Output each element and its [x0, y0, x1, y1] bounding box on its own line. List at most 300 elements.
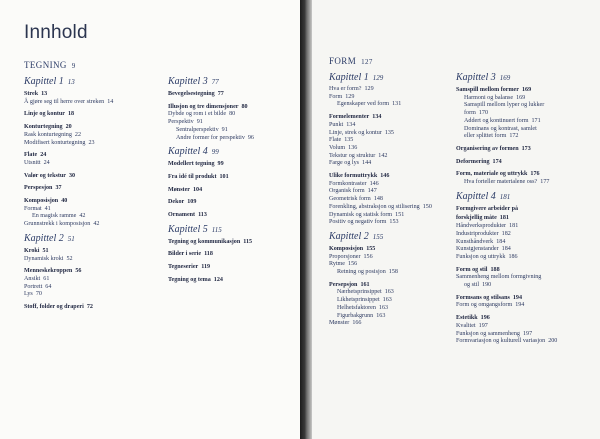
entry-text: Proporsjoner — [329, 253, 361, 260]
toc-entry — [168, 135, 300, 143]
entry-text: Rytme — [329, 261, 346, 268]
entry-page-number: 169 — [499, 74, 511, 82]
toc-heading-entry — [168, 264, 300, 272]
entry-page-number: 171 — [531, 117, 541, 124]
entry-page-number: 181 — [499, 192, 511, 201]
toc-entry — [329, 196, 469, 204]
toc-entry — [456, 302, 596, 310]
toc-entry — [456, 254, 596, 262]
entry-text: Organisk form — [329, 188, 365, 195]
toc-heading-entry — [24, 248, 164, 256]
toc-entry — [24, 99, 164, 107]
entry-text: Kapittel 1 — [24, 76, 64, 87]
entry-text: Linje, strek og kontur — [329, 129, 382, 136]
entry-text: Dybde og rom i et bilde — [168, 111, 227, 118]
entry-page-number: 153 — [389, 219, 399, 226]
entry-text: Nærhetsprinsippet — [337, 289, 382, 296]
entry-page-number: 109 — [187, 199, 197, 206]
toc-heading-entry — [24, 111, 164, 119]
entry-page-number: 99 — [211, 148, 219, 157]
entry-text: Flate — [24, 152, 38, 159]
entry-text: Geometrisk form — [329, 196, 371, 203]
entry-page-number: 41 — [44, 205, 51, 212]
toc-heading-entry — [168, 199, 300, 207]
toc-entry — [329, 289, 469, 297]
entry-page-number: 129 — [372, 74, 384, 82]
entry-page-number: 173 — [521, 145, 531, 152]
toc-heading-entry — [456, 315, 596, 323]
toc-entry — [24, 256, 164, 264]
entry-page-number: 113 — [198, 212, 207, 219]
entry-text: Funksjon og uttrykk — [456, 253, 506, 260]
entry-page-number: 24 — [43, 159, 50, 166]
entry-page-number: 72 — [86, 304, 93, 311]
toc-heading-entry — [168, 174, 300, 182]
toc-entry — [329, 145, 469, 153]
entry-text: Egenskaper ved form — [337, 101, 390, 108]
entry-page-number: 158 — [388, 269, 398, 276]
toc-heading-entry — [456, 215, 596, 223]
entry-page-number: 91 — [196, 119, 203, 126]
toc-entry — [329, 130, 469, 138]
entry-text: Kapittel 4 — [456, 190, 496, 202]
entry-text: Formelementer — [329, 114, 370, 121]
toc-entry — [329, 101, 469, 109]
toc-entry — [456, 179, 596, 187]
entry-page-number: 181 — [509, 223, 519, 230]
entry-page-number: 115 — [211, 225, 222, 234]
toc-heading-entry — [329, 246, 469, 254]
entry-text: Hva forteller materialene oss? — [464, 179, 538, 186]
entry-page-number: 155 — [372, 232, 384, 241]
entry-text: Deformering — [456, 158, 490, 165]
entry-page-number: 134 — [372, 114, 382, 121]
toc-entry — [329, 269, 469, 277]
entry-text: Dominans og kontrast, samlet — [464, 125, 537, 132]
entry-page-number: 80 — [229, 111, 236, 118]
entry-page-number: 24 — [40, 152, 47, 159]
chapter-heading — [168, 145, 300, 159]
toc-heading-entry — [168, 251, 300, 259]
toc-entry — [329, 188, 469, 196]
entry-text: Flate — [329, 137, 342, 144]
toc-entry — [456, 118, 596, 126]
entry-page-number: 52 — [66, 255, 73, 262]
entry-page-number: 142 — [378, 152, 388, 159]
toc-entry — [329, 122, 469, 130]
entry-page-number: 77 — [217, 91, 224, 97]
entry-text: Farge og lys — [329, 160, 360, 167]
entry-text: Komposisjon — [329, 245, 364, 252]
toc-heading-entry — [168, 91, 300, 99]
entry-page-number: 200 — [548, 338, 558, 345]
toc-heading-entry — [329, 173, 469, 181]
entry-page-number: 182 — [501, 230, 511, 237]
toc-entry — [456, 133, 596, 141]
chapter-heading — [168, 75, 300, 89]
toc-heading-entry — [168, 104, 300, 112]
entry-text: Tekstur og struktur — [329, 152, 376, 159]
toc-entry — [456, 331, 596, 339]
entry-page-number: 184 — [496, 238, 506, 245]
entry-text: Samspill mellom lyper og lukker — [464, 102, 545, 109]
entry-text: Estetikk — [456, 315, 478, 322]
entry-text: Konturtegning — [24, 124, 63, 131]
entry-text: Punkt — [329, 121, 344, 128]
entry-text: Å gjøre seg til herre over streken — [24, 98, 105, 105]
entry-text: og stil — [464, 282, 480, 289]
entry-page-number: 146 — [380, 173, 390, 180]
entry-text: Industriprodukter — [456, 230, 499, 237]
entry-page-number: 197 — [522, 330, 533, 337]
entry-page-number: 18 — [67, 111, 75, 118]
toc-heading-entry — [24, 268, 164, 276]
section-page: 9 — [71, 62, 76, 70]
entry-text: En magisk ramme — [32, 213, 77, 220]
entry-text: eller splittet form — [464, 133, 507, 140]
toc-entry — [456, 102, 596, 110]
entry-text: Tegneserier — [168, 264, 199, 271]
entry-page-number: 56 — [75, 268, 82, 275]
entry-text: Formvariasjon og kulturell variasjon — [456, 338, 546, 345]
entry-page-number: 136 — [348, 144, 358, 151]
toc-entry — [24, 206, 164, 214]
entry-text: Likhetsprinsippet — [337, 297, 380, 304]
entry-text: Sentralperspektiv — [176, 126, 219, 133]
entry-text: Kapittel 3 — [168, 76, 208, 87]
toc-entry — [456, 239, 596, 247]
entry-text: Formkontraster — [329, 180, 367, 187]
entry-page-number: 124 — [213, 276, 223, 283]
section-label: FORM — [329, 56, 357, 66]
toc-heading-entry — [168, 212, 300, 220]
entry-page-number: 163 — [382, 297, 392, 304]
entry-text: Samspill mellom former — [456, 87, 519, 93]
toc-heading-entry — [456, 87, 596, 95]
toc-entry — [329, 137, 469, 145]
toc-heading-entry — [24, 124, 164, 132]
entry-page-number: 118 — [204, 251, 213, 258]
entry-text: Harmoni og balanse — [464, 94, 514, 101]
entry-page-number: 169 — [516, 94, 526, 101]
entry-text: Grunnstrekk i komposisjon — [24, 221, 91, 228]
toc-entry — [329, 305, 469, 313]
entry-text: Formgivere arbeider på — [456, 205, 519, 212]
entry-page-number: 70 — [35, 291, 42, 298]
toc-entry — [456, 231, 596, 239]
entry-page-number: 190 — [482, 282, 492, 289]
toc-entry — [329, 86, 469, 94]
toc-entry — [24, 213, 164, 221]
entry-text: Ansikt — [24, 275, 41, 282]
toc-heading-entry — [24, 185, 164, 193]
entry-page-number: 196 — [480, 315, 490, 322]
entry-text: Mønster — [329, 320, 350, 327]
entry-page-number: 22 — [74, 131, 81, 138]
toc-entry — [24, 221, 164, 229]
entry-page-number: 42 — [93, 221, 100, 228]
entry-page-number: 163 — [378, 304, 389, 311]
toc-heading-entry — [168, 239, 300, 247]
toc-entry — [24, 291, 164, 299]
entry-page-number: 188 — [490, 266, 500, 273]
entry-text: Form og omgangsform — [456, 302, 513, 309]
chapter-heading — [24, 232, 164, 246]
entry-page-number: 156 — [363, 253, 373, 260]
entry-page-number: 61 — [43, 275, 50, 282]
entry-page-number: 177 — [540, 179, 550, 186]
entry-text: Menneskekroppen — [24, 268, 73, 275]
entry-page-number: 51 — [67, 234, 75, 243]
toc-entry — [168, 119, 300, 127]
entry-page-number: 135 — [384, 129, 394, 136]
toc-entry — [168, 111, 300, 119]
entry-text: Funksjon og sammenheng — [456, 330, 520, 337]
entry-page-number: 174 — [492, 158, 502, 165]
entry-text: Portrett — [24, 283, 43, 290]
chapter-heading — [329, 230, 469, 244]
entry-text: Mønster — [168, 186, 190, 193]
entry-text: Kunsthåndverk — [456, 238, 494, 245]
chapter-heading — [24, 75, 164, 89]
toc-heading-entry — [329, 282, 469, 290]
toc-entry — [456, 95, 596, 103]
entry-text: Sammenheng mellom formgivning — [456, 274, 542, 281]
toc-entry — [456, 282, 596, 290]
entry-text: Format — [24, 205, 42, 212]
entry-text: Andre former for perspektiv — [176, 134, 245, 141]
section-heading-form — [329, 56, 373, 66]
entry-text: Kapittel 4 — [168, 146, 208, 158]
entry-page-number: 115 — [243, 238, 253, 245]
section-page: 127 — [361, 58, 373, 66]
toc-heading-entry — [329, 114, 469, 122]
entry-page-number: 144 — [362, 160, 372, 167]
entry-text: Modifisert konturtegning — [24, 139, 86, 146]
section-label: TEGNING — [24, 60, 67, 70]
entry-text: Form, materiale og uttrykk — [456, 171, 528, 178]
entry-text: Kapittel 1 — [329, 72, 369, 83]
entry-page-number: 77 — [211, 78, 219, 86]
entry-text: Kapittel 5 — [168, 223, 208, 235]
entry-page-number: 13 — [41, 91, 48, 97]
entry-page-number: 170 — [478, 110, 488, 117]
entry-page-number: 172 — [509, 133, 519, 140]
toc-entry — [456, 338, 596, 346]
entry-page-number: 163 — [384, 289, 394, 296]
toc-entry — [456, 223, 596, 231]
entry-text: Perspektiv — [168, 119, 194, 126]
toc-entry — [329, 320, 469, 328]
toc-entry — [329, 254, 469, 262]
toc-heading-entry — [24, 304, 164, 312]
entry-text: Retning og posisjon — [337, 269, 386, 276]
entry-page-number: 184 — [501, 246, 511, 253]
right-page — [312, 0, 600, 439]
toc-entry — [329, 261, 469, 269]
entry-page-number: 104 — [193, 186, 203, 193]
entry-text: Kunstgjenstander — [456, 246, 499, 253]
entry-text: Komposisjon — [24, 198, 59, 205]
entry-text: Figurbakgrunn — [337, 312, 374, 319]
toc-heading-entry — [456, 159, 596, 167]
entry-page-number: 131 — [392, 101, 402, 108]
entry-text: Kvalitet — [456, 322, 476, 329]
toc-heading-entry — [456, 171, 596, 179]
entry-page-number: 42 — [79, 213, 86, 220]
entry-text: Bevegelsestegning — [168, 91, 215, 97]
entry-text: Linje og kontur — [24, 111, 65, 118]
chapter-heading — [329, 71, 469, 85]
toc-entry — [329, 160, 469, 168]
toc-entry — [24, 160, 164, 168]
toc-entry — [24, 132, 164, 140]
entry-page-number: 99 — [217, 161, 224, 168]
entry-text: Bilder i serie — [168, 251, 202, 258]
entry-page-number: 176 — [530, 171, 540, 178]
entry-page-number: 91 — [221, 126, 228, 133]
entry-text: Addert og kontinuert form — [464, 117, 529, 124]
entry-text: Helhetsfaktoren — [337, 304, 376, 311]
entry-text: Kapittel 2 — [329, 230, 369, 242]
toc-heading-entry — [456, 146, 596, 154]
chapter-heading — [168, 223, 300, 237]
entry-page-number: 13 — [67, 78, 75, 86]
chapter-heading — [456, 71, 596, 85]
entry-text: Tegning og kommunikasjon — [168, 238, 241, 245]
entry-page-number: 80 — [241, 103, 248, 110]
entry-page-number: 37 — [55, 185, 62, 192]
toc-heading-entry — [168, 161, 300, 169]
entry-text: Håndverksprodukter — [456, 223, 507, 230]
entry-page-number: 163 — [376, 312, 386, 319]
entry-page-number: 51 — [42, 247, 49, 254]
entry-page-number: 146 — [369, 180, 379, 187]
entry-page-number: 96 — [247, 134, 254, 141]
entry-text: Rask konturtegning — [24, 131, 72, 138]
toc-column-2 — [168, 75, 300, 285]
entry-text: Formsans og stilsans — [456, 294, 510, 301]
entry-page-number: 151 — [395, 211, 405, 218]
entry-page-number: 129 — [364, 86, 374, 92]
entry-text: Fra idé til produkt — [168, 173, 217, 180]
entry-page-number: 169 — [521, 87, 532, 93]
entry-text: Positiv og negativ form — [329, 219, 387, 226]
toc-entry — [456, 110, 596, 118]
toc-entry — [24, 276, 164, 284]
entry-page-number: 150 — [422, 203, 432, 210]
toc-column-4 — [456, 71, 596, 346]
toc-entry — [456, 323, 596, 331]
toc-entry — [329, 297, 469, 305]
toc-heading-entry — [24, 198, 164, 206]
entry-text: Perspesjon — [24, 185, 53, 192]
entry-text: Lys — [24, 291, 33, 298]
entry-text: Stoff, folder og draperi — [24, 304, 84, 311]
entry-page-number: 64 — [45, 283, 52, 290]
entry-page-number: 129 — [345, 93, 355, 100]
entry-page-number: 134 — [346, 121, 356, 128]
entry-page-number: 148 — [373, 196, 383, 203]
entry-page-number: 197 — [478, 322, 488, 329]
entry-page-number: 135 — [344, 137, 354, 144]
entry-page-number: 40 — [61, 198, 68, 205]
entry-text: forskjellig måte — [456, 215, 497, 222]
toc-entry — [329, 204, 469, 212]
entry-text: Dynamisk og statisk form — [329, 211, 393, 218]
entry-text: Dekor — [168, 199, 185, 206]
entry-page-number: 181 — [499, 215, 509, 222]
entry-page-number: 194 — [512, 294, 522, 301]
entry-text: Kapittel 2 — [24, 232, 64, 244]
toc-heading-entry — [168, 277, 300, 285]
entry-page-number: 161 — [360, 281, 370, 288]
entry-page-number: 166 — [352, 320, 362, 327]
entry-text: Ornament — [168, 212, 196, 219]
toc-entry — [24, 140, 164, 148]
entry-page-number: 147 — [367, 188, 377, 195]
entry-text: Ulike formuttrykk — [329, 173, 378, 180]
entry-text: Utsnitt — [24, 159, 41, 166]
page-title: Innhold — [24, 22, 88, 43]
entry-text: Persepsjon — [329, 281, 358, 288]
entry-text: form — [464, 110, 476, 117]
toc-entry — [456, 274, 596, 282]
entry-text: Hva er form? — [329, 86, 362, 92]
toc-heading-entry — [24, 91, 164, 99]
toc-entry — [329, 153, 469, 161]
entry-page-number: 23 — [88, 139, 95, 146]
entry-text: Illusjon og tre dimensjoner — [168, 103, 239, 110]
entry-text: Form — [329, 93, 343, 100]
entry-text: Volum — [329, 144, 346, 151]
entry-page-number: 20 — [65, 124, 72, 131]
entry-text: Tegning og tema — [168, 276, 211, 283]
entry-page-number: 14 — [107, 98, 114, 105]
toc-entry — [168, 127, 300, 135]
toc-heading-entry — [456, 206, 596, 214]
toc-column-1 — [24, 75, 164, 312]
entry-page-number: 119 — [201, 264, 211, 271]
entry-text: Kapittel 3 — [456, 72, 496, 83]
entry-text: Modellert tegning — [168, 161, 215, 168]
entry-text: Forenkling, abstraksjon og stilisering — [329, 203, 420, 210]
entry-text: Organisering av formen — [456, 145, 519, 152]
toc-entry — [24, 284, 164, 292]
entry-page-number: 30 — [68, 172, 76, 179]
entry-text: Dynamisk kroki — [24, 255, 64, 262]
entry-text: Strek — [24, 91, 39, 97]
toc-heading-entry — [168, 187, 300, 195]
toc-heading-entry — [24, 152, 164, 160]
entry-text: Valør og tekstur — [24, 172, 66, 179]
chapter-heading — [456, 190, 596, 204]
toc-entry — [329, 219, 469, 227]
section-heading-tegning — [24, 60, 76, 70]
entry-page-number: 194 — [515, 302, 525, 309]
entry-text: Kroki — [24, 247, 40, 254]
entry-text: Form og stil — [456, 266, 488, 273]
toc-entry — [329, 313, 469, 321]
toc-column-3 — [329, 71, 469, 328]
entry-page-number: 186 — [508, 253, 518, 260]
toc-entry — [456, 246, 596, 254]
entry-page-number: 156 — [348, 261, 358, 268]
entry-page-number: 155 — [366, 245, 376, 252]
book-spine — [300, 0, 312, 439]
entry-page-number: 101 — [219, 173, 229, 180]
toc-heading-entry — [24, 173, 164, 181]
